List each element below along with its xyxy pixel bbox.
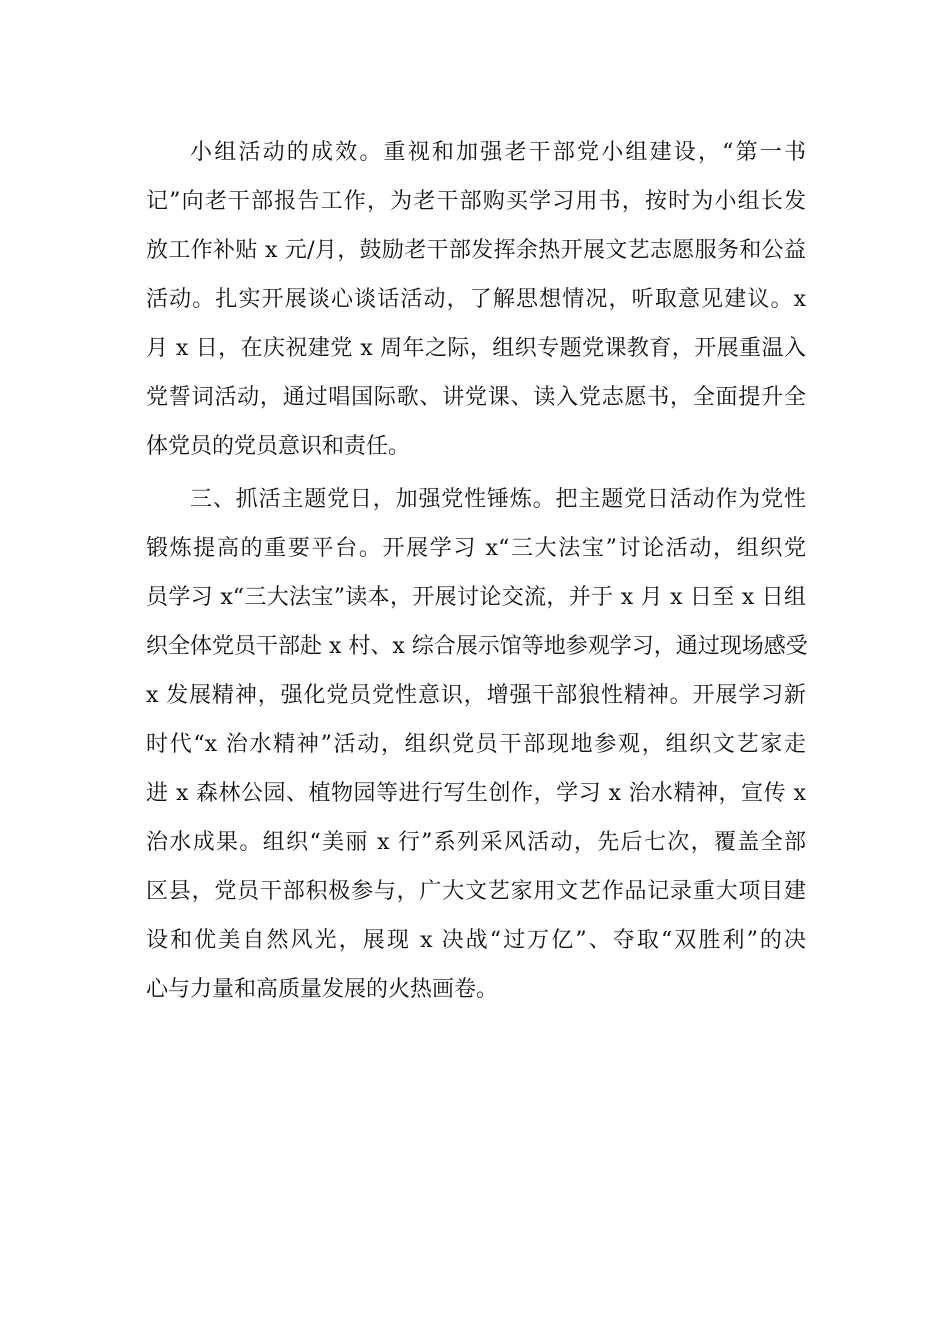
paragraph-line: 记”向老干部报告工作，为老干部购买学习用书，按时为小组长发 xyxy=(146,189,806,214)
paragraph-line: 放工作补贴 x 元/月，鼓励老干部发挥余热开展文艺志愿服务和公益 xyxy=(146,238,806,263)
paragraph-line: 三、抓活主题党日，加强党性锤炼。把主题党日活动作为党性 xyxy=(190,487,806,512)
paragraph-line: 小组活动的成效。重视和加强老干部党小组建设，“第一书 xyxy=(190,140,806,165)
paragraph-line: 锻炼提高的重要平台。开展学习 x“三大法宝”讨论活动，组织党 xyxy=(146,536,806,561)
paragraph-line: 活动。扎实开展谈心谈话活动，了解思想情况，听取意见建议。x xyxy=(146,287,806,312)
paragraph-line: 时代“x 治水精神”活动，组织党员干部现地参观，组织文艺家走 xyxy=(146,732,806,757)
paragraph-line: 月 x 日，在庆祝建党 x 周年之际，组织专题党课教育，开展重温入 xyxy=(146,336,806,361)
paragraph-line: 员学习 x“三大法宝”读本，开展讨论交流，并于 x 月 x 日至 x 日组 xyxy=(146,585,806,610)
paragraph-line: 心与力量和高质量发展的火热画卷。 xyxy=(146,977,499,1002)
paragraph-line: 区县，党员干部积极参与，广大文艺家用文艺作品记录重大项目建 xyxy=(146,879,806,904)
paragraph-line: 党誓词活动，通过唱国际歌、讲党课、读入党志愿书，全面提升全 xyxy=(146,385,806,410)
paragraph-line: 织全体党员干部赴 x 村、x 综合展示馆等地参观学习，通过现场感受 xyxy=(146,634,808,659)
paragraph-line: 治水成果。组织“美丽 x 行”系列采风活动，先后七次，覆盖全部 xyxy=(146,830,806,855)
paragraph-line: 进 x 森林公园、植物园等进行写生创作，学习 x 治水精神，宣传 x xyxy=(146,781,806,806)
paragraph-line: 设和优美自然风光，展现 x 决战“过万亿”、夺取“双胜利”的决 xyxy=(146,928,806,953)
paragraph-line: 体党员的党员意识和责任。 xyxy=(146,434,411,459)
paragraph-line: x 发展精神，强化党员党性意识，增强干部狼性精神。开展学习新 xyxy=(146,683,806,708)
